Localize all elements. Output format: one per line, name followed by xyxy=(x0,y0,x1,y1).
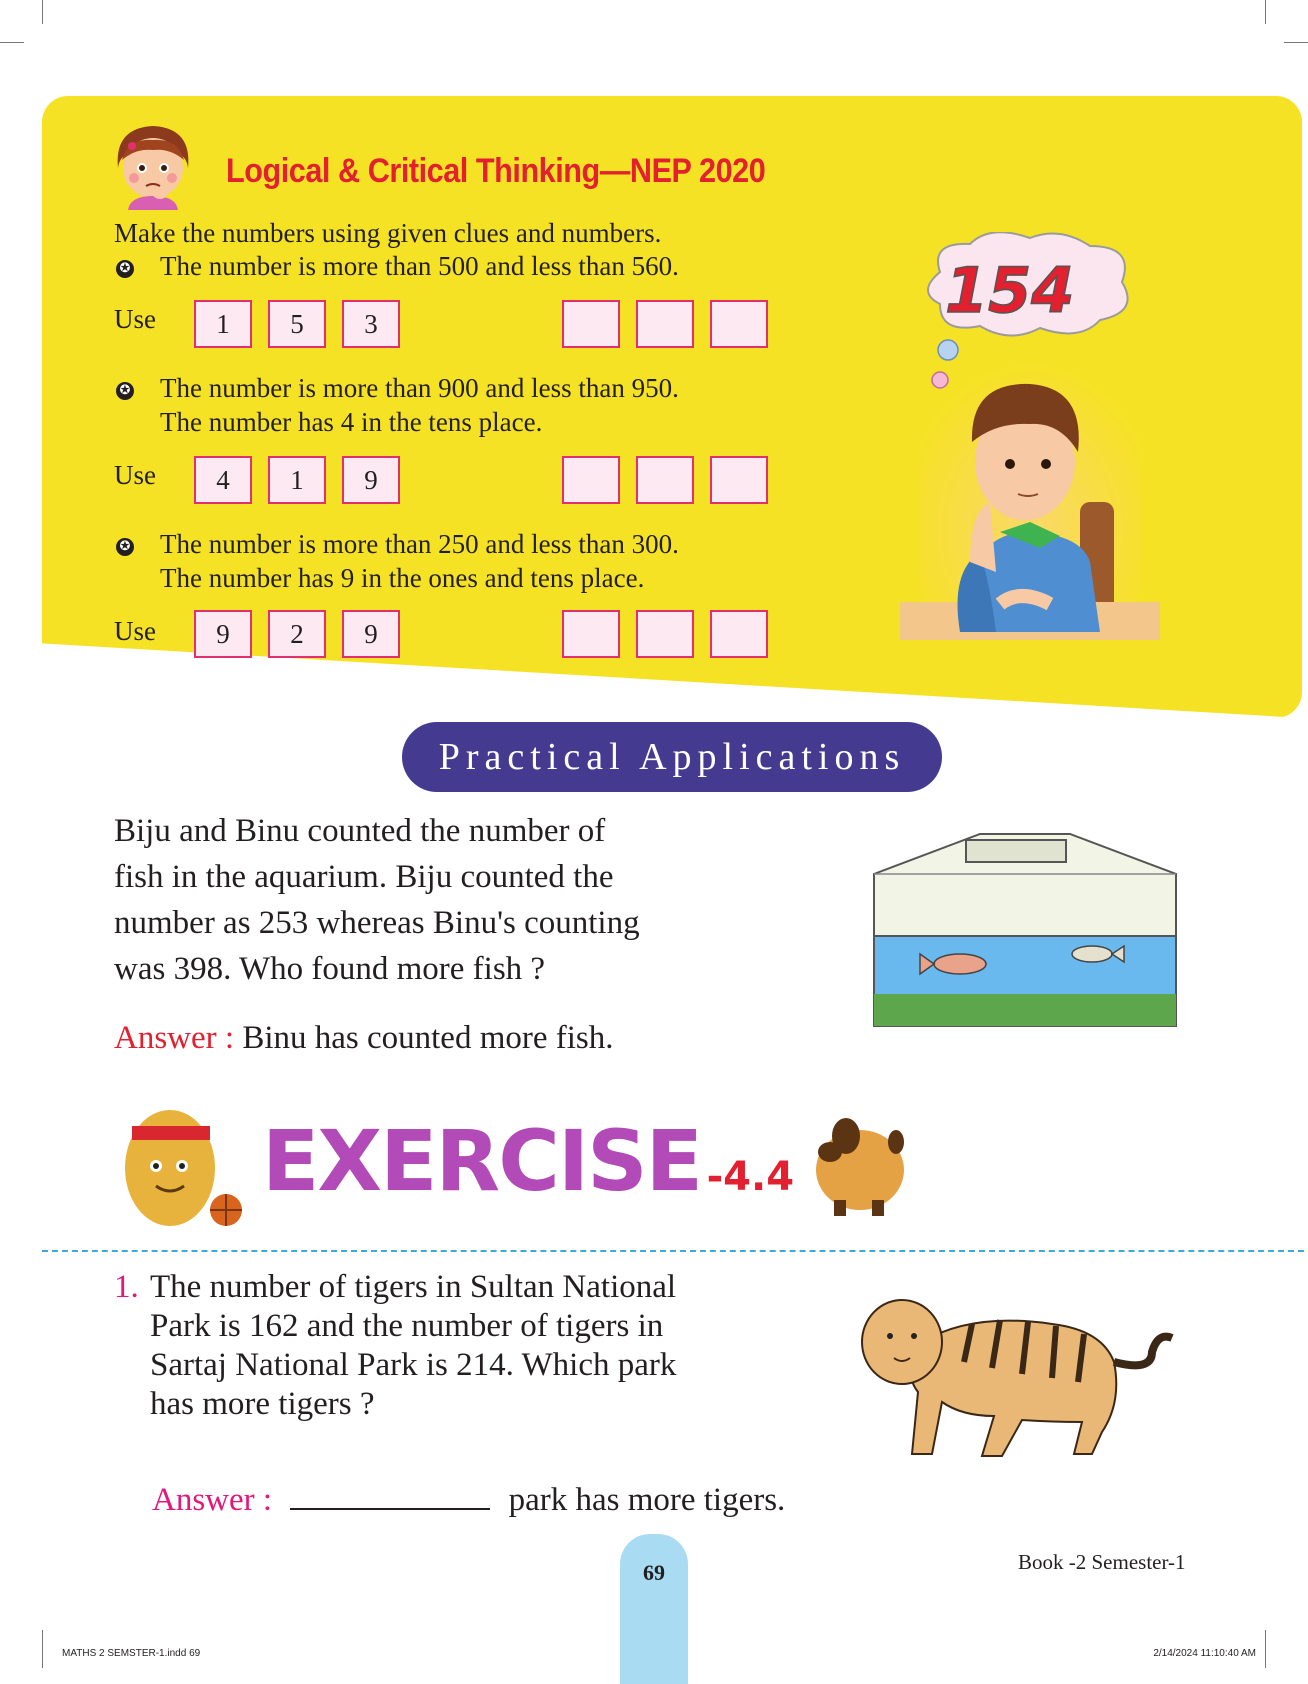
file-name: MATHS 2 SEMSTER-1.indd 69 xyxy=(62,1648,201,1659)
answer-label: Answer : xyxy=(152,1482,273,1518)
problem-line: number as 253 whereas Binu's counting xyxy=(114,905,640,941)
answer-text: Binu has counted more fish. xyxy=(242,1020,614,1056)
intro-text: Make the numbers using given clues and numbers. xyxy=(114,218,662,248)
crop-mark xyxy=(1284,42,1308,43)
page-number-tab xyxy=(620,1534,688,1684)
book-label: Book -2 Semester-1 xyxy=(1018,1550,1186,1574)
use-label: Use xyxy=(114,460,156,490)
thinking-girl-icon xyxy=(108,118,198,210)
page-number: 69 xyxy=(643,1560,665,1585)
problem-line: was 398. Who found more fish ? xyxy=(114,951,546,987)
digit-box: 1 xyxy=(194,300,252,348)
question-line: The number of tigers in Sultan National xyxy=(150,1269,677,1305)
nep-title: Logical & Critical Thinking—NEP 2020 xyxy=(226,152,766,190)
digit-box: 9 xyxy=(342,456,400,504)
clue-2a: The number is more than 900 and less than 950. xyxy=(160,373,679,403)
star-bullet-icon: ✪ xyxy=(116,382,134,400)
exercise-word: EXERCISE xyxy=(262,1112,701,1210)
star-bullet-icon: ✪ xyxy=(116,538,134,556)
answer-blank[interactable] xyxy=(290,1480,490,1510)
tiger-illustration xyxy=(852,1282,1182,1462)
answer-box[interactable] xyxy=(710,456,768,504)
answer-box[interactable] xyxy=(636,610,694,658)
crop-mark xyxy=(42,1630,43,1668)
digit-box: 5 xyxy=(268,300,326,348)
answer-box[interactable] xyxy=(636,456,694,504)
crop-mark xyxy=(1265,1630,1266,1668)
section-divider xyxy=(42,1250,1304,1252)
use-label: Use xyxy=(114,616,156,646)
clue-2b: The number has 4 in the tens place. xyxy=(160,407,543,437)
practical-applications-heading: Practical Applications xyxy=(402,722,942,792)
aquarium-illustration xyxy=(870,826,1180,1036)
problem-line: Biju and Binu counted the number of xyxy=(114,813,606,849)
answer-box[interactable] xyxy=(710,610,768,658)
fish-problem xyxy=(114,808,754,992)
question-number: 1. xyxy=(114,1269,139,1305)
digit-box: 3 xyxy=(342,300,400,348)
fish-answer xyxy=(114,1020,614,1057)
star-bullet-icon: ✪ xyxy=(116,260,134,278)
crop-mark xyxy=(1265,0,1266,24)
question-1 xyxy=(114,1268,754,1424)
question-1-answer xyxy=(152,1480,785,1519)
crop-mark xyxy=(42,0,43,24)
toy-dog-icon xyxy=(800,1108,910,1218)
clue-3b: The number has 9 in the ones and tens place. xyxy=(160,563,645,593)
answer-box[interactable] xyxy=(636,300,694,348)
exercise-number: -4.4 xyxy=(706,1154,795,1200)
thinking-boy-illustration xyxy=(900,232,1160,640)
digit-box: 2 xyxy=(268,610,326,658)
question-line: Park is 162 and the number of tigers in xyxy=(150,1308,664,1344)
thought-number: 154 xyxy=(945,254,1075,327)
use-label: Use xyxy=(114,304,156,334)
clue-1: The number is more than 500 and less than 560. xyxy=(160,251,679,281)
digit-box: 1 xyxy=(268,456,326,504)
question-line: has more tigers ? xyxy=(150,1386,375,1422)
answer-suffix: park has more tigers. xyxy=(508,1482,786,1518)
answer-box[interactable] xyxy=(562,300,620,348)
answer-box[interactable] xyxy=(562,610,620,658)
answer-box[interactable] xyxy=(562,456,620,504)
digit-box: 4 xyxy=(194,456,252,504)
answer-box[interactable] xyxy=(710,300,768,348)
timestamp: 2/14/2024 11:10:40 AM xyxy=(1153,1648,1256,1659)
question-line: Sartaj National Park is 214. Which park xyxy=(150,1347,677,1383)
crop-mark xyxy=(0,42,24,43)
digit-box: 9 xyxy=(342,610,400,658)
digit-box: 9 xyxy=(194,610,252,658)
problem-line: fish in the aquarium. Biju counted the xyxy=(114,859,614,895)
answer-label: Answer : xyxy=(114,1020,235,1056)
exercise-heading xyxy=(262,1112,794,1210)
clue-3a: The number is more than 250 and less than 300. xyxy=(160,529,679,559)
cartoon-character-icon xyxy=(108,1098,258,1238)
